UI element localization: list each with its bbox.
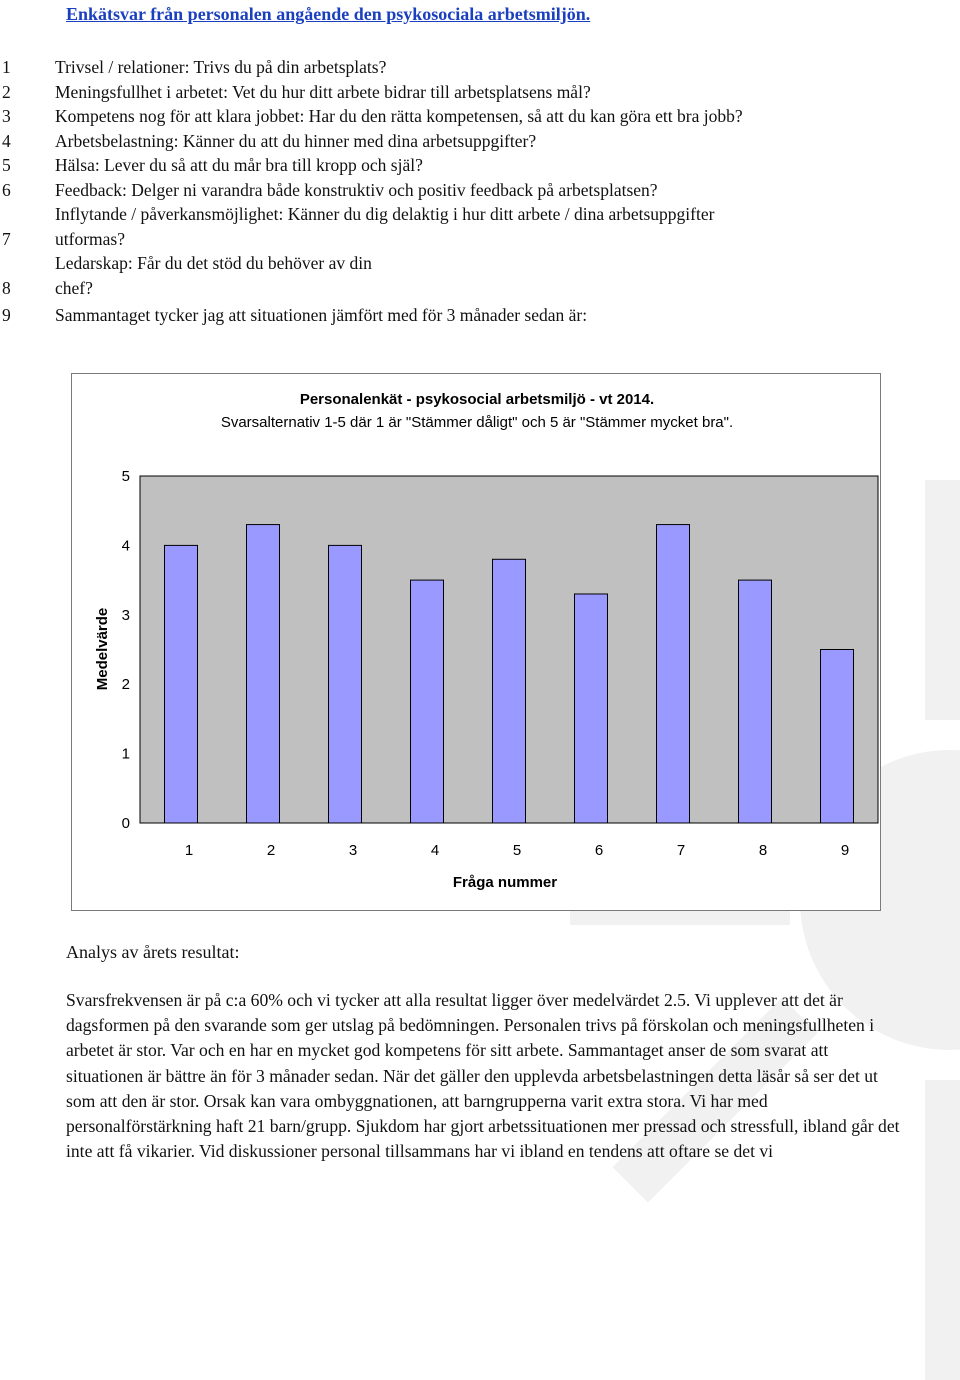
y-tick-label: 1 <box>121 745 130 763</box>
x-tick-label: 6 <box>594 842 604 859</box>
page-heading[interactable]: Enkätsvar från personalen angående den psykosociala arbetsmiljön. <box>66 4 591 24</box>
question-text-line: Ledarskap: Får du det stöd du behöver av din <box>55 253 372 273</box>
y-tick-label: 2 <box>121 676 130 694</box>
question-text: Hälsa: Lever du så att du mår bra till kropp och själ? <box>55 155 423 175</box>
x-axis-label: Fråga nummer <box>452 874 558 891</box>
question-number: 4 <box>2 130 11 151</box>
question-item <box>0 303 900 328</box>
question-item <box>0 202 900 251</box>
x-tick-label: 3 <box>348 842 358 859</box>
question-text: Arbetsbelastning: Känner du att du hinner med dina arbetsuppgifter? <box>55 130 537 151</box>
question-text: Trivsel / relationer: Trivs du på din arbetsplats? <box>55 57 387 77</box>
y-tick-label: 0 <box>121 815 130 832</box>
y-axis-label: Medelvärde <box>94 607 111 691</box>
question-number: 5 <box>2 155 11 175</box>
bar-question-7 <box>657 525 690 823</box>
bar-question-2 <box>247 525 280 823</box>
question-text <box>55 251 900 300</box>
question-text-line: utformas? <box>55 228 125 249</box>
x-tick-label: 8 <box>758 842 768 859</box>
question-text-line: chef? <box>55 277 93 298</box>
question-item <box>0 153 900 178</box>
question-number: 9 <box>2 305 11 325</box>
question-number: 3 <box>2 106 11 126</box>
question-text: Kompetens nog för att klara jobbet: Har du den rätta kompetensen, så att du kan göra ett bra jobb? <box>55 106 743 126</box>
chart-title: Personalenkät - psykosocial arbetsmiljö - vt 2014. <box>299 391 655 408</box>
x-tick-label: 1 <box>184 842 194 859</box>
bar-question-1 <box>165 545 198 823</box>
question-text <box>55 202 900 251</box>
x-tick-label: 9 <box>840 842 850 859</box>
bar-question-5 <box>493 559 526 823</box>
question-text: Sammantaget tycker jag att situationen jämfört med för 3 månader sedan är: <box>55 305 588 325</box>
question-number: 2 <box>2 81 11 102</box>
question-text: Feedback: Delger ni varandra både konstruktiv och positiv feedback på arbetsplatsen? <box>55 179 658 200</box>
question-number: 8 <box>2 277 11 298</box>
question-item <box>0 251 900 300</box>
y-tick-label: 4 <box>121 537 130 555</box>
bar-question-4 <box>411 580 444 823</box>
bar-chart <box>72 374 880 910</box>
question-number: 7 <box>2 228 11 249</box>
question-number: 1 <box>2 57 11 77</box>
y-tick-label: 5 <box>121 468 130 485</box>
analysis-title: Analys av årets resultat: <box>66 942 240 962</box>
question-item <box>0 178 900 203</box>
question-number: 6 <box>2 179 11 200</box>
x-tick-label: 2 <box>266 842 276 859</box>
chart-container <box>71 373 881 911</box>
chart-subtitle: Svarsalternativ 1-5 där 1 är "Stämmer dåligt" och 5 är "Stämmer mycket bra". <box>220 414 734 431</box>
analysis-body: Svarsfrekvensen är på c:a 60% och vi tycker att alla resultat ligger över medelvärdet 2.5. Vi upplever att det är dagsformen på den svarande som ger utslag på bedömningen. Personalen trivs på förskolan och meningsfullheten i arbetet är stor. Var och en har en mycket god kompetens för sitt arbete. Sammantaget anser de som svarat att situationen är bättre än för 3 månader sedan. När det gäller den upplevda arbetsbelastningen detta läsår så ser det ut som att den är stor. Orsak kan vara ombyggnationen, att barngrupperna varit extra stora. Vi har med personalförstärkning haft 21 barn/grupp. Sjukdom har gjort arbetssituationen mer pressad och stressfull, ibland går det inte att få vikarier. Vid diskussioner personal tillsammans har vi ibland en tendens att oftare se det vi <box>66 990 900 1162</box>
question-item <box>0 129 900 154</box>
question-item <box>0 55 900 80</box>
bar-question-6 <box>575 594 608 823</box>
question-item <box>0 104 900 129</box>
bar-question-9 <box>821 650 854 824</box>
x-tick-label: 5 <box>512 842 522 859</box>
bar-question-8 <box>739 580 772 823</box>
question-text: Meningsfullhet i arbetet: Vet du hur ditt arbete bidrar till arbetsplatsens mål? <box>55 81 591 102</box>
question-list <box>0 55 900 328</box>
x-tick-label: 4 <box>430 842 440 859</box>
question-item <box>0 80 900 105</box>
bar-question-3 <box>329 545 362 823</box>
y-tick-label: 3 <box>121 606 130 624</box>
x-tick-label: 7 <box>676 842 686 859</box>
question-text-line: Inflytande / påverkansmöjlighet: Känner du dig delaktig i hur ditt arbete / dina arbetsuppgifter <box>55 204 715 224</box>
